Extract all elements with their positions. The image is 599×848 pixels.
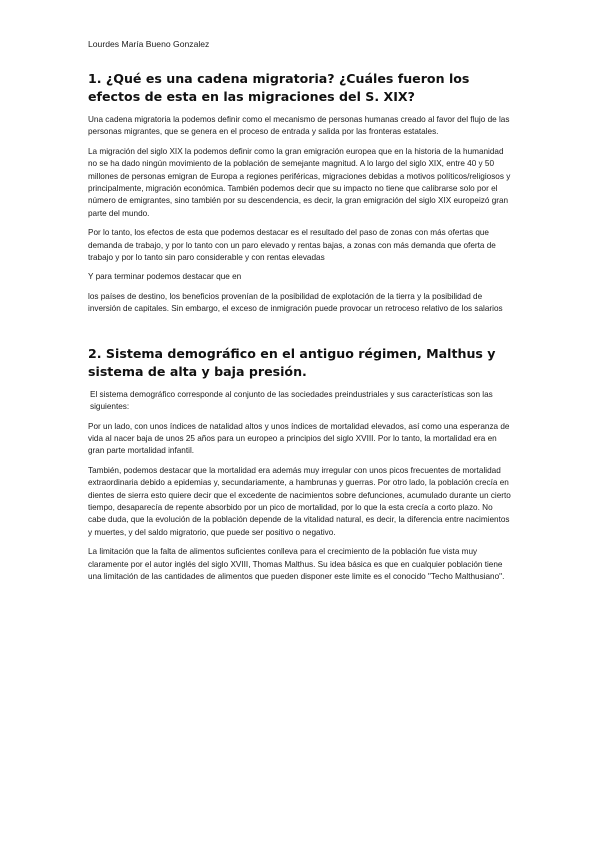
section-spacer (88, 323, 511, 345)
paragraph: los países de destino, los beneficios provenían de la posibilidad de explotación de la tierra y la posibilidad de inversión de capitales. Sin embargo, el exceso de inmigración puede provocar un retroceso relativo de los salarios (88, 291, 503, 314)
paragraph: La migración del siglo XIX la podemos definir como la gran emigración europea que en la historia de la humanidad no se ha dado ningún movimiento de la población de semejante magnitud. A lo largo del siglo XIX, entre 40 y 50 millones de personas emigran de Europa a regiones periféricas, migraciones debidas a motivos políticos/religiosos y principalmente, migración económica. También podemos decir que su impacto no tiene que calibrarse solo por el número de emigrantes, sino también por su descendencia, es decir, la gran emigración del siglo XIX europeizó gran parte del mundo. (88, 146, 511, 218)
paragraph: La limitación que la falta de alimentos suficientes conlleva para el crecimiento de la población fue vista muy claramente por el autor inglés del siglo XVIII, Thomas Malthus. Su idea básica es que en cualquier población tiene una limitación de las cantidades de alimentos que pueden disponer este limite es el conocido "Techo Malthusiano". (88, 547, 505, 581)
paragraph: El sistema demográfico corresponde al conjunto de las sociedades preindustriales y sus características son las siguientes: (90, 389, 493, 412)
paragraph: Una cadena migratoria la podemos definir como el mecanismo de personas humanas creado al favor del flujo de las personas migrantes, que se genera en el proceso de entrada y salida por las fronteras estatales. (88, 115, 510, 137)
section-sistema-demografico (88, 345, 511, 584)
paragraph: Por un lado, con unos índices de natalidad altos y unos índices de mortalidad elevados, así como una esperanza de vida al nacer baja de unos 25 años para un europeo a principios del siglo XVIII. Por lo tanto, la mortalidad era en gran parte mortalidad infantil. (88, 421, 510, 456)
section-heading: 2. Sistema demográfico en el antiguo régimen, Malthus y sistema de alta y baja presión. (88, 345, 496, 379)
paragraph: Y para terminar podemos destacar que en (88, 272, 242, 282)
section-heading: 1. ¿Qué es una cadena migratoria? ¿Cuáles fueron los efectos de esta en las migraciones del S. XIX? (88, 71, 470, 104)
paragraph: Por lo tanto, los efectos de esta que podemos destacar es el resultado del paso de zonas con más ofertas que demanda de trabajo, y por lo tanto con un paro elevado y rentas bajas, a zonas con más demanda que oferta de trabajo y por lo tanto sin paro considerable y con rentas elevadas (88, 228, 496, 263)
paragraph: También, podemos destacar que la mortalidad era además muy irregular con unos picos frecuentes de mortalidad extraordinaria debido a epidemias y, secundariamente, a hambrunas y guerras. Por otro lado, la población crecía en dientes de sierra esto quiere decir que el excedente de nacimientos sobre defunciones, acumulado durante un cierto tiempo, desaparecía de repente absorbido por un pico de mortalidad, por lo que la esta crecía a corto plazo. No cabe duda, que la evolución de la población depende de la vitalidad natural, es decir, la diferencia entre nacimientos y muertes, y del saldo migratorio, que puede ser positivo o negativo. (88, 465, 511, 537)
section-cadena-migratoria (88, 70, 511, 316)
author-name: Lourdes María Bueno Gonzalez (88, 39, 210, 49)
